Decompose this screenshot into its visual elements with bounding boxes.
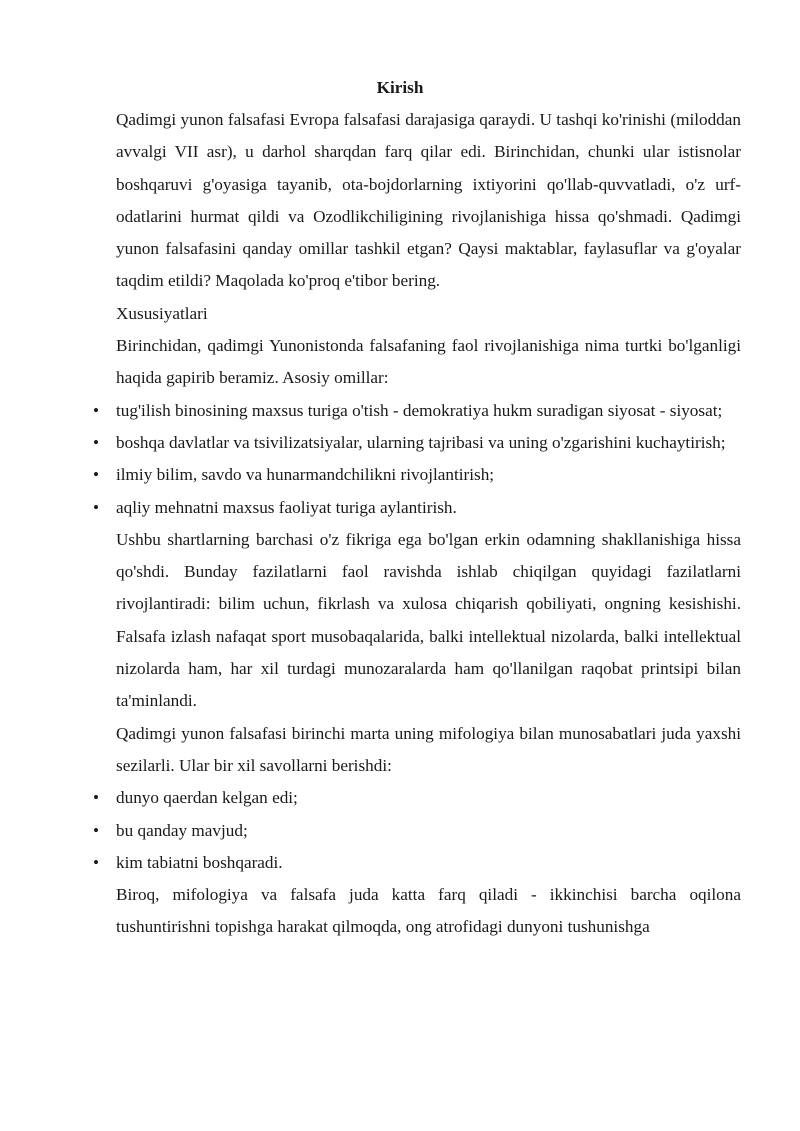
bullet-item: [92, 492, 741, 524]
bullet-icon: •: [92, 852, 100, 872]
bullet-text: kim tabiatni boshqaradi.: [116, 852, 283, 872]
bullet-text: tug'ilish binosining maxsus turiga o'tish - demokratiya hukm suradigan siyosat - siyosat;: [116, 400, 723, 420]
bullet-icon: •: [92, 400, 100, 420]
bullet-text: bu qanday mavjud;: [116, 820, 248, 840]
paragraph: Birinchidan, qadimgi Yunonistonda falsafaning faol rivojlanishiga nima turtki bo'lganligi haqida gapirib beramiz. Asosiy omillar:: [116, 336, 741, 388]
page-title: Kirish: [376, 78, 424, 97]
bullet-item: [92, 395, 741, 427]
bullet-icon: •: [92, 497, 100, 517]
bullet-icon: •: [92, 788, 100, 808]
bullet-text: dunyo qaerdan kelgan edi;: [116, 788, 298, 808]
bullet-icon: •: [92, 465, 100, 485]
paragraph: Biroq, mifologiya va falsafa juda katta farq qiladi - ikkinchisi barcha oqilona tushuntirishni topishga harakat qilmoqda, ong atrofidagi dunyoni tushunishga: [116, 885, 741, 937]
bullet-text: ilmiy bilim, savdo va hunarmandchilikni rivojlantirish;: [116, 465, 495, 485]
paragraph: Xususiyatlari: [116, 303, 208, 323]
bullet-text: aqliy mehnatni maxsus faoliyat turiga aylantirish.: [116, 497, 457, 517]
bullet-icon: •: [92, 432, 100, 452]
paragraph: Qadimgi yunon falsafasi Evropa falsafasi darajasiga qaraydi. U tashqi ko'rinishi (miloddan avvalgi VII asr), u darhol sharqdan farq qilar edi. Birinchidan, chunki ular istisnolar boshqaruvi g'oyasiga tayanib, ota-bojdorlarning ixtiyorini qo'llab-quvvatladi, o'z urf-odatlarini hurmat qildi va Ozodlikchiligining rivojlanishiga hissa qo'shmadi. Qadimgi yunon falsafasini qanday omillar tashkil etgan? Qaysi maktablar, faylasuflar va g'oyalar taqdim etildi? Maqolada ko'proq e'tibor bering.: [116, 110, 741, 291]
bullet-icon: •: [92, 820, 100, 840]
bullet-text: boshqa davlatlar va tsivilizatsiyalar, ularning tajribasi va uning o'zgarishini kuchaytirish;: [116, 432, 726, 452]
bullet-item: [92, 427, 741, 459]
paragraph: Qadimgi yunon falsafasi birinchi marta uning mifologiya bilan munosabatlari juda yaxshi sezilarli. Ular bir xil savollarni berishdi:: [116, 723, 741, 775]
bullet-item: [92, 847, 741, 879]
bullet-item: [92, 782, 741, 814]
document-body: [92, 104, 741, 944]
bullet-item: [92, 815, 741, 847]
bullet-item: [92, 459, 741, 491]
paragraph: Ushbu shartlarning barchasi o'z fikriga ega bo'lgan erkin odamning shakllanishiga hissa qo'shdi. Bunday fazilatlarni faol ravishda ishlab chiqilgan quyidagi fazilatlarni rivojlantiradi: bilim uchun, fikrlash va xulosa chiqarish qobiliyati, ongning kesishishi. Falsafa izlash nafaqat sport musobaqalarida, balki intellektual nizolarda, balki intellektual nizolarda ham, har xil turdagi munozaralarda ham qo'llanilgan raqobat printsipi bilan ta'minlandi.: [116, 529, 741, 711]
